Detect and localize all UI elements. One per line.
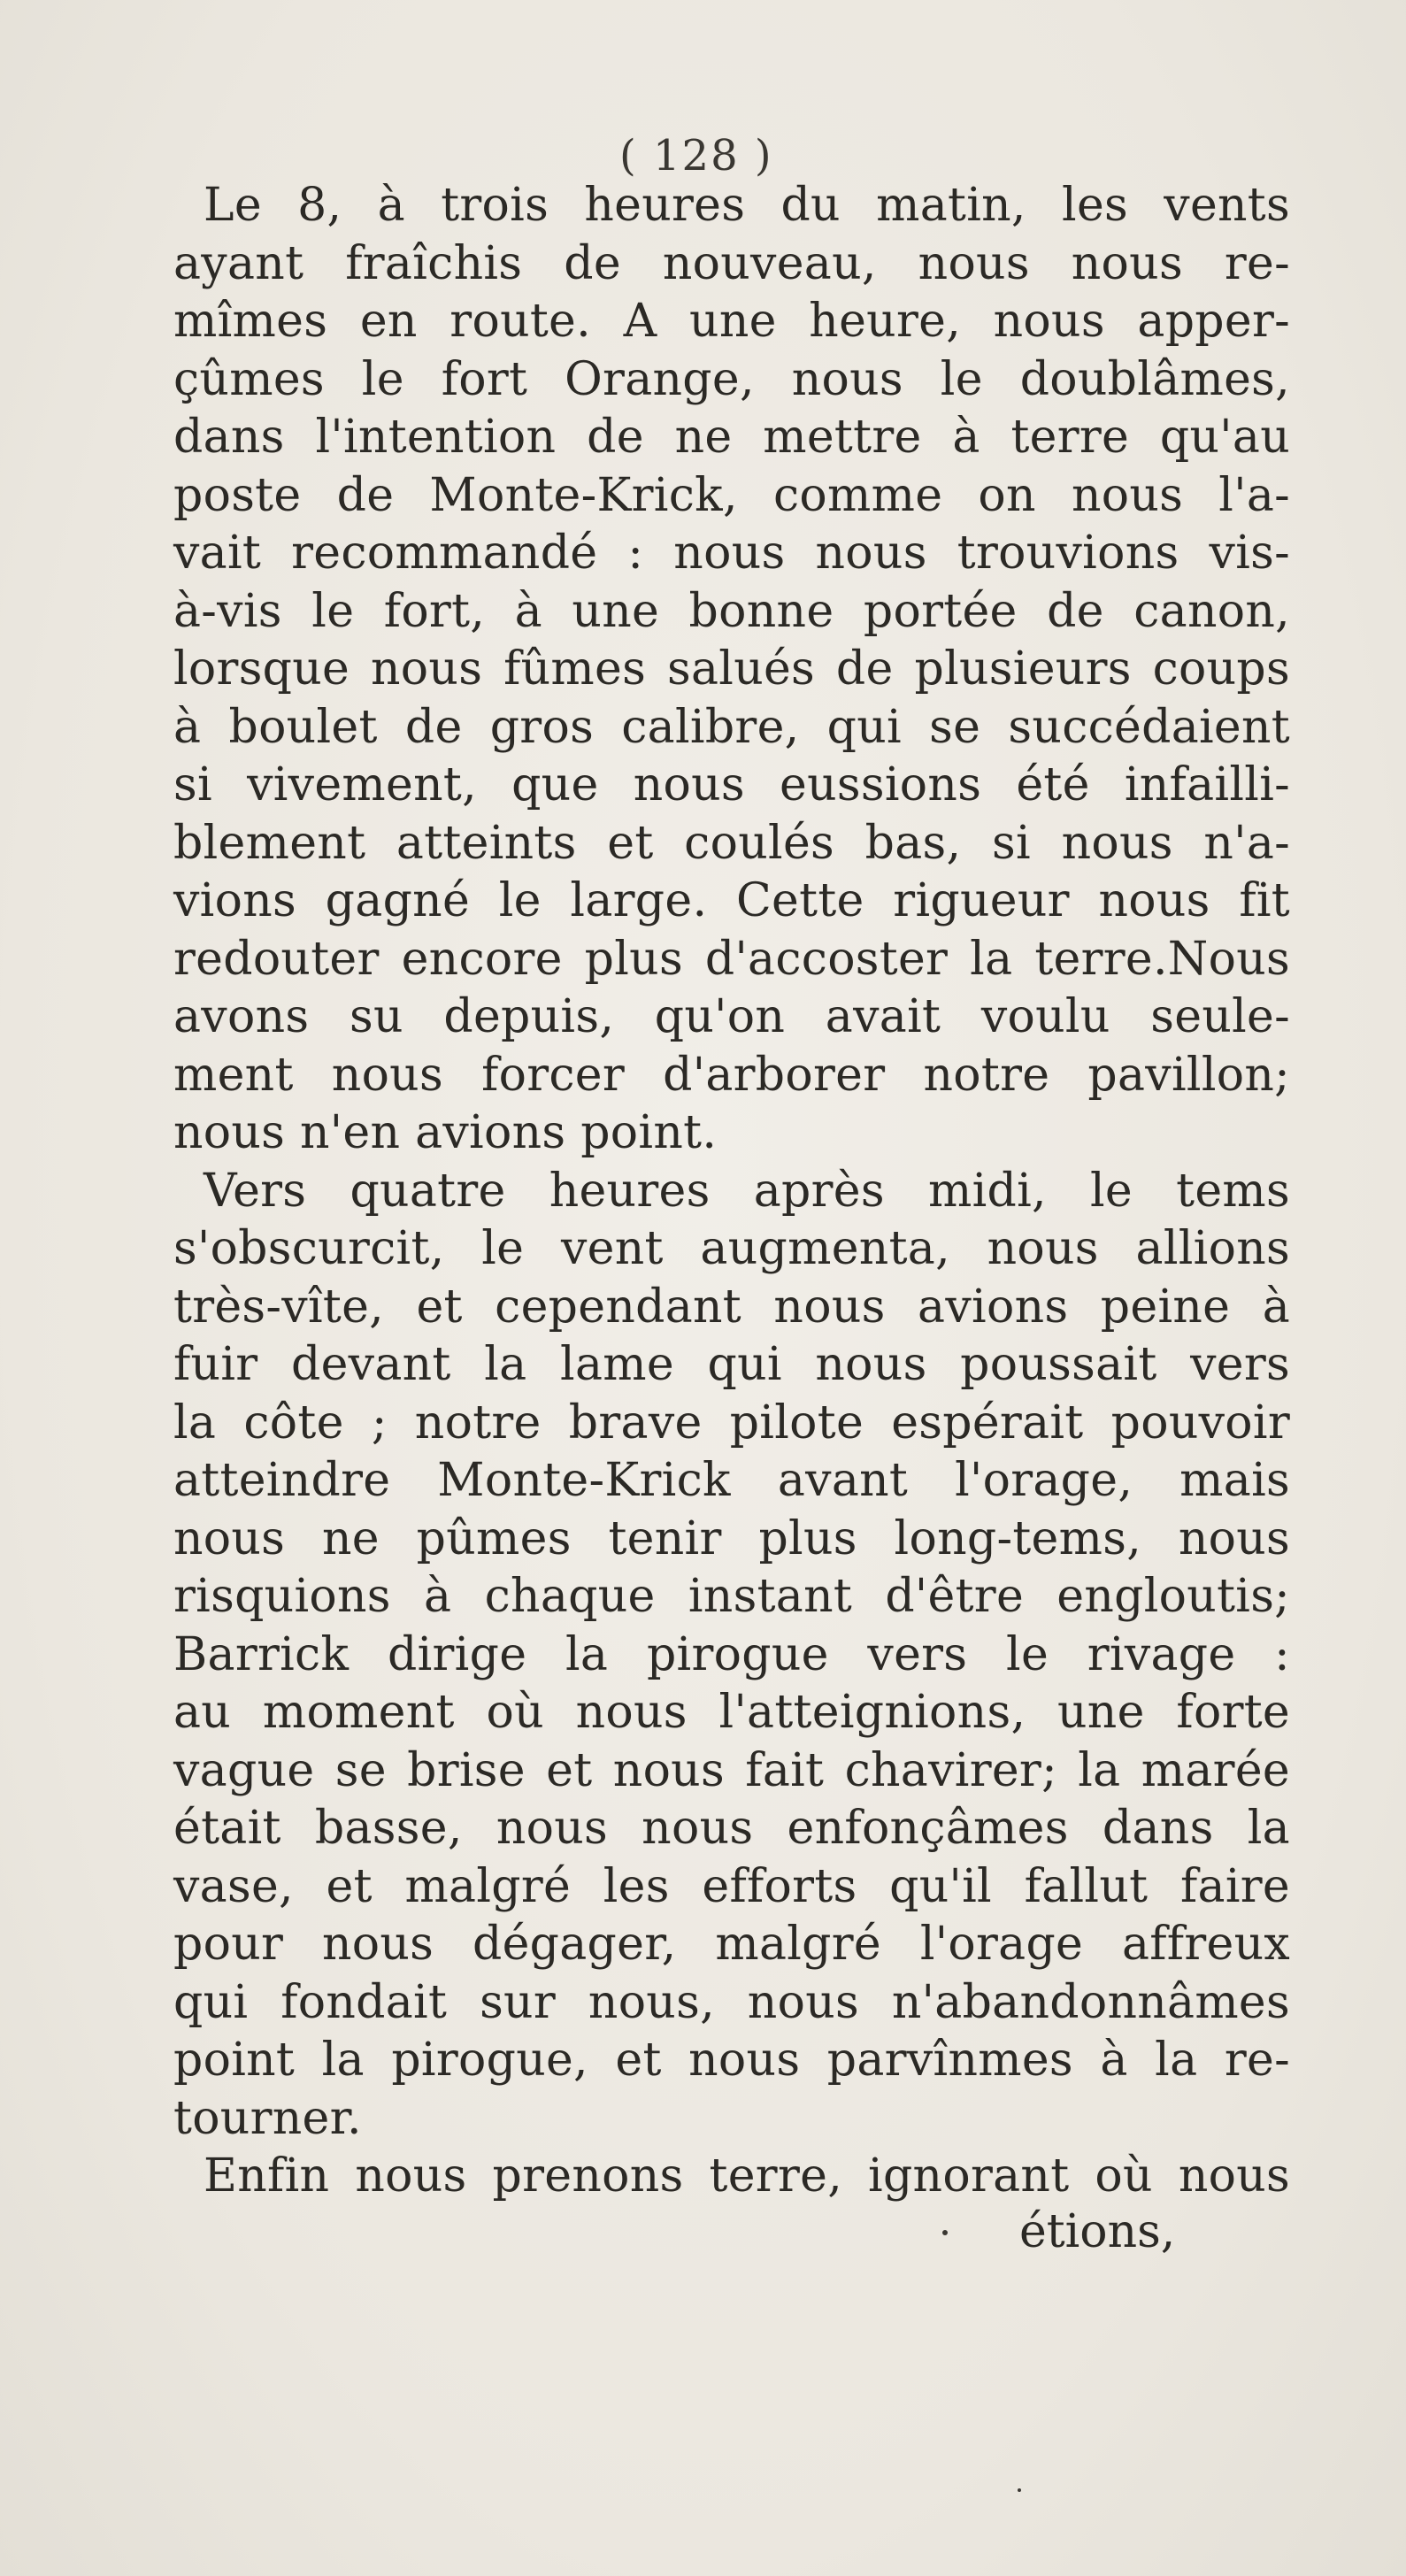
text-line: vait recommandé : nous nous trouvions vis- — [173, 527, 1290, 580]
text-line: çûmes le fort Orange, nous le doublâmes, — [173, 352, 1290, 406]
text-line: fuir devant la lame qui nous poussait vers — [173, 1338, 1290, 1391]
text-line: point la pirogue, et nous parvînmes à la re- — [173, 2034, 1290, 2087]
text-line: atteindre Monte-Krick avant l'orage, mais — [173, 1454, 1290, 1507]
catchword: étions, — [1019, 2205, 1176, 2258]
text-line: pour nous dégager, malgré l'orage affreux — [173, 1918, 1290, 1971]
page-number: ( 128 ) — [619, 131, 773, 181]
text-line: mîmes en route. A une heure, nous apper- — [173, 295, 1290, 348]
text-line: nous n'en avions point. — [173, 1106, 718, 1159]
text-line: à boulet de gros calibre, qui se succédaient — [173, 700, 1290, 754]
text-line: poste de Monte-Krick, comme on nous l'a- — [173, 468, 1290, 522]
text-line: avons su depuis, qu'on avait voulu seule- — [173, 990, 1290, 1043]
text-line: ayant fraîchis de nouveau, nous nous re- — [173, 236, 1290, 290]
text-line: ment nous forcer d'arborer notre pavillon; — [173, 1048, 1290, 1102]
text-line: tourner. — [173, 2091, 362, 2145]
text-line: vions gagné le large. Cette rigueur nous fit — [173, 874, 1290, 927]
text-line: Vers quatre heures après midi, le tems — [204, 1164, 1290, 1218]
text-line: Le 8, à trois heures du matin, les vents — [204, 179, 1290, 232]
text-line: au moment où nous l'atteignions, une forte — [173, 1686, 1290, 1739]
text-line: à-vis le fort, à une bonne portée de canon, — [173, 584, 1290, 638]
text-line: la côte ; notre brave pilote espérait pouvoir — [173, 1396, 1290, 1449]
text-line: redouter encore plus d'accoster la terre.Nous — [173, 932, 1290, 986]
text-line: dans l'intention de ne mettre à terre qu'au — [173, 411, 1290, 464]
text-line: vase, et malgré les efforts qu'il fallut faire — [173, 1859, 1290, 1913]
text-line: s'obscurcit, le vent augmenta, nous allions — [173, 1222, 1290, 1275]
text-line: vague se brise et nous fait chavirer; la marée — [173, 1743, 1290, 1797]
ink-speck — [942, 2230, 948, 2235]
text-line: risquions à chaque instant d'être engloutis; — [173, 1570, 1290, 1623]
text-line: très-vîte, et cependant nous avions peine à — [173, 1280, 1290, 1334]
text-line: nous ne pûmes tenir plus long-tems, nous — [173, 1511, 1290, 1565]
ink-speck — [1018, 2488, 1021, 2492]
text-line: Enfin nous prenons terre, ignorant où nous — [204, 2149, 1290, 2203]
text-line: blement atteints et coulés bas, si nous n'a- — [173, 816, 1290, 870]
text-line: lorsque nous fûmes salués de plusieurs coups — [173, 642, 1290, 696]
text-line: si vivement, que nous eussions été infailli- — [173, 758, 1290, 811]
text-line: Barrick dirige la pirogue vers le rivage : — [173, 1627, 1290, 1681]
text-line: qui fondait sur nous, nous n'abandonnâmes — [173, 1975, 1290, 2029]
body-text — [173, 177, 1290, 2206]
text-line: était basse, nous nous enfonçâmes dans la — [173, 1802, 1290, 1855]
